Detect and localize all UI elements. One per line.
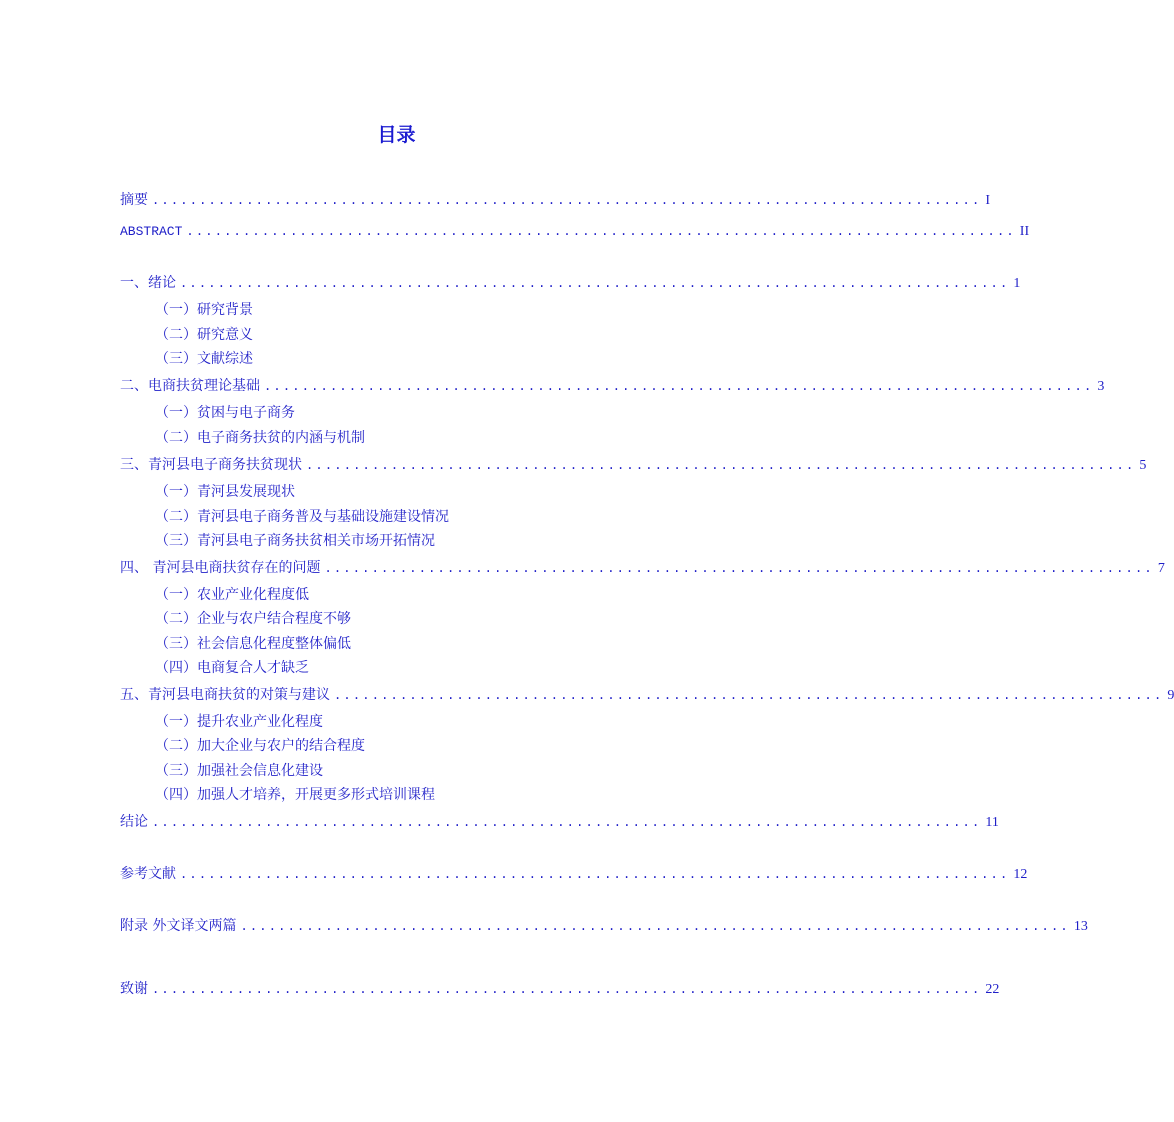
toc-entry-label: 二、电商扶贫理论基础 bbox=[120, 378, 260, 394]
toc-entry-page: 3 bbox=[1097, 379, 1105, 394]
toc-subentry-label: （三）文献综述 bbox=[155, 351, 253, 367]
toc-entry-chapter-1[interactable] bbox=[120, 273, 1021, 293]
toc-subentry[interactable] bbox=[155, 507, 675, 527]
toc-entry-page: 1 bbox=[1013, 276, 1021, 291]
toc-subentry[interactable] bbox=[155, 609, 675, 629]
toc-subentry[interactable] bbox=[155, 531, 675, 551]
toc-entry-page: 5 bbox=[1139, 458, 1147, 473]
toc-entry-label: 致谢 bbox=[120, 981, 148, 997]
toc-subentry[interactable] bbox=[155, 428, 675, 448]
toc-subentry-label: （一）青河县发展现状 bbox=[155, 484, 295, 500]
toc-subentry-label: （一）提升农业产业化程度 bbox=[155, 714, 323, 730]
dot-leader: ........................................................................................ bbox=[264, 379, 1094, 393]
toc-subentry-label: （二）研究意义 bbox=[155, 327, 253, 343]
toc-entry-references[interactable] bbox=[120, 864, 1028, 884]
toc-entry-page: II bbox=[1019, 224, 1030, 239]
toc-entry-appendix[interactable] bbox=[120, 916, 1088, 936]
toc-entry-label: ABSTRACT bbox=[120, 224, 183, 239]
toc-entry-label: 结论 bbox=[120, 814, 148, 830]
toc-entry-page: I bbox=[985, 193, 991, 208]
toc-entry-page: 12 bbox=[1013, 867, 1028, 882]
dot-leader: ........................................................................................ bbox=[152, 193, 982, 207]
toc-entry-label: 附录 外文译文两篇 bbox=[120, 918, 237, 934]
toc-subentry[interactable] bbox=[155, 300, 675, 320]
toc-entry-abstract-cn[interactable] bbox=[120, 190, 991, 210]
toc-subentry-label: （三）加强社会信息化建设 bbox=[155, 763, 323, 779]
toc-subentry[interactable] bbox=[155, 585, 675, 605]
toc-subentry[interactable] bbox=[155, 761, 675, 781]
toc-subentry[interactable] bbox=[155, 482, 675, 502]
dot-leader: ........................................................................................ bbox=[152, 815, 982, 829]
toc-entry-abstract-en[interactable] bbox=[120, 221, 1030, 241]
toc-entry-conclusion[interactable] bbox=[120, 812, 999, 832]
toc-entry-page: 7 bbox=[1157, 561, 1165, 576]
toc-entry-label: 三、青河县电子商务扶贫现状 bbox=[120, 457, 302, 473]
toc-entry-acknowledgements[interactable] bbox=[120, 979, 1000, 999]
toc-subentry-label: （四）电商复合人才缺乏 bbox=[155, 660, 309, 676]
dot-leader: ........................................................................................ bbox=[306, 458, 1136, 472]
toc-subentry[interactable] bbox=[155, 712, 675, 732]
toc-subentry[interactable] bbox=[155, 403, 675, 423]
dot-leader: ........................................................................................ bbox=[240, 919, 1070, 933]
toc-entry-label: 一、绪论 bbox=[120, 275, 176, 291]
dot-leader: ........................................................................................ bbox=[186, 224, 1016, 238]
dot-leader: ........................................................................................ bbox=[180, 867, 1010, 881]
toc-subentry-label: （二）青河县电子商务普及与基础设施建设情况 bbox=[155, 509, 449, 525]
dot-leader: ........................................................................................ bbox=[324, 561, 1154, 575]
toc-entry-page: 13 bbox=[1073, 919, 1088, 934]
toc-subentry-label: （一）农业产业化程度低 bbox=[155, 587, 309, 603]
toc-title: 目录 bbox=[377, 124, 416, 146]
toc-entry-page: 9 bbox=[1167, 688, 1174, 703]
toc-entry-page: 11 bbox=[985, 815, 999, 830]
dot-leader: ........................................................................................ bbox=[180, 276, 1010, 290]
toc-subentry-label: （一）研究背景 bbox=[155, 302, 253, 318]
toc-subentry-label: （二）加大企业与农户的结合程度 bbox=[155, 738, 365, 754]
toc-entry-page: 22 bbox=[985, 982, 1000, 997]
toc-subentry-label: （一）贫困与电子商务 bbox=[155, 405, 295, 421]
toc-entry-label: 四、 青河县电商扶贫存在的问题 bbox=[120, 560, 321, 576]
toc-subentry-label: （四）加强人才培养，开展更多形式培训课程 bbox=[155, 787, 435, 803]
toc-subentry[interactable] bbox=[155, 658, 675, 678]
toc-entry-chapter-3[interactable] bbox=[120, 455, 1147, 475]
toc-entry-chapter-2[interactable] bbox=[120, 376, 1105, 396]
toc-subentry-label: （三）青河县电子商务扶贫相关市场开拓情况 bbox=[155, 533, 435, 549]
toc-entry-label: 参考文献 bbox=[120, 866, 176, 882]
toc-subentry-label: （三）社会信息化程度整体偏低 bbox=[155, 636, 351, 652]
toc-subentry[interactable] bbox=[155, 325, 675, 345]
toc-entry-label: 五、青河县电商扶贫的对策与建议 bbox=[120, 687, 330, 703]
toc-subentry[interactable] bbox=[155, 785, 675, 805]
toc-subentry[interactable] bbox=[155, 349, 675, 369]
toc-subentry-label: （二）企业与农户结合程度不够 bbox=[155, 611, 351, 627]
toc-subentry-label: （二）电子商务扶贫的内涵与机制 bbox=[155, 430, 365, 446]
toc-subentry[interactable] bbox=[155, 634, 675, 654]
toc-entry-chapter-4[interactable] bbox=[120, 558, 1165, 578]
toc-entry-chapter-5[interactable] bbox=[120, 685, 1174, 705]
dot-leader: ........................................................................................ bbox=[152, 982, 982, 996]
dot-leader: ........................................................................................ bbox=[334, 688, 1164, 702]
toc-entry-label: 摘要 bbox=[120, 192, 148, 208]
toc-subentry[interactable] bbox=[155, 736, 675, 756]
